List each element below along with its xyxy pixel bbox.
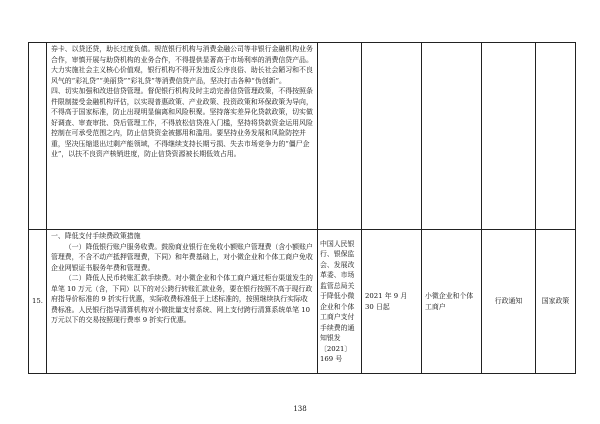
document-type: 行政通知 xyxy=(482,230,536,374)
content-paragraph: （二）降低人民币转账汇款手续费。对小微企业和个体工商户通过柜台渠道发生的单笔 10 万元（含，下同）以下的对公跨行转账汇款业务，要在银行按照不高于现行政府指导价标准的 9 折实行优惠，实际收费标准低于上述标准的，按照继续执行实际收费标准。人民银行指导清算机构对小微批量支付系统、网上支付跨行清算系统单笔 10 万元以下的交易按照现行费率 9 折实行优惠。 xyxy=(51,274,313,324)
document-name: 中国人民银行、银保监会、发展改革委、市场监管总局关于降低小微企业和个体工商户支付手续费的通知银发〔2021〕169 号 xyxy=(318,230,362,374)
document-cell xyxy=(318,43,362,230)
policy-content-cell xyxy=(47,43,318,230)
row-number-cell xyxy=(29,43,47,230)
continuation-row xyxy=(29,43,576,230)
page-number: 138 xyxy=(293,405,307,413)
table-row xyxy=(29,230,576,374)
effective-date: 2021 年 9 月 30 日起 xyxy=(362,230,422,374)
section-heading: 一、降低支付手续费政策措施 xyxy=(51,232,141,240)
date-cell xyxy=(362,43,422,230)
policy-content-cell xyxy=(47,230,318,374)
row-number: 15. xyxy=(29,230,47,374)
target-audience: 小微企业和个体工商户 xyxy=(422,230,482,374)
content-paragraph: （一）降低银行账户服务收费。鼓励商业银行在免收小额账户管理费（含小额账户管理费，不含不动产抵押管理费，下同）和年费基础上，对小微企业和个体工商户免收企业网银证书服务年费和管理费。 xyxy=(51,242,313,272)
type-cell xyxy=(482,43,536,230)
policy-table xyxy=(28,42,576,374)
content-paragraph: 四、切实加强和改进信贷管理。督促银行机构及时主动完善信贷管理政策，不得按照条件限制接受金融机构评估，以实现普惠政策、产业政策、投资政策和环保政策为导向，不得高于国家标准，防止出现明显偏离和风险积聚。坚持落实差异化贷款政策，切实做好调查、审查审批、贷后管理工作，不得放松信贷准入门槛，坚持将贷款资金运用风险控制在可承受范围之内，防止信贷资金被挪用和滥用。要坚持业务发展和风险防控并重，坚决压缩退出过剩产能领域，不得继续支持长期亏损、失去市场竞争力的“僵尸企业”，以扶不良资产核销进度，防止信贷资源被长期低效占用。 xyxy=(51,87,313,158)
target-cell xyxy=(422,43,482,230)
content-paragraph: 券卡、以贷还贷，助长过度负债。规范银行机构与消费金融公司等非银行金融机构业务合作，审慎开展与助贷机构的业务合作，不得提供显著高于市场利率的消费信贷产品。大力实施社会主义核心价值观，银行机构不得开发违反公序良俗、助长社会陋习和不良风气的“彩礼贷”“美丽贷”“彩礼贷”等消费信贷产品，坚决打击各种“伪创新”。 xyxy=(51,45,313,85)
level-cell xyxy=(536,43,576,230)
policy-level: 国家政策 xyxy=(536,230,576,374)
